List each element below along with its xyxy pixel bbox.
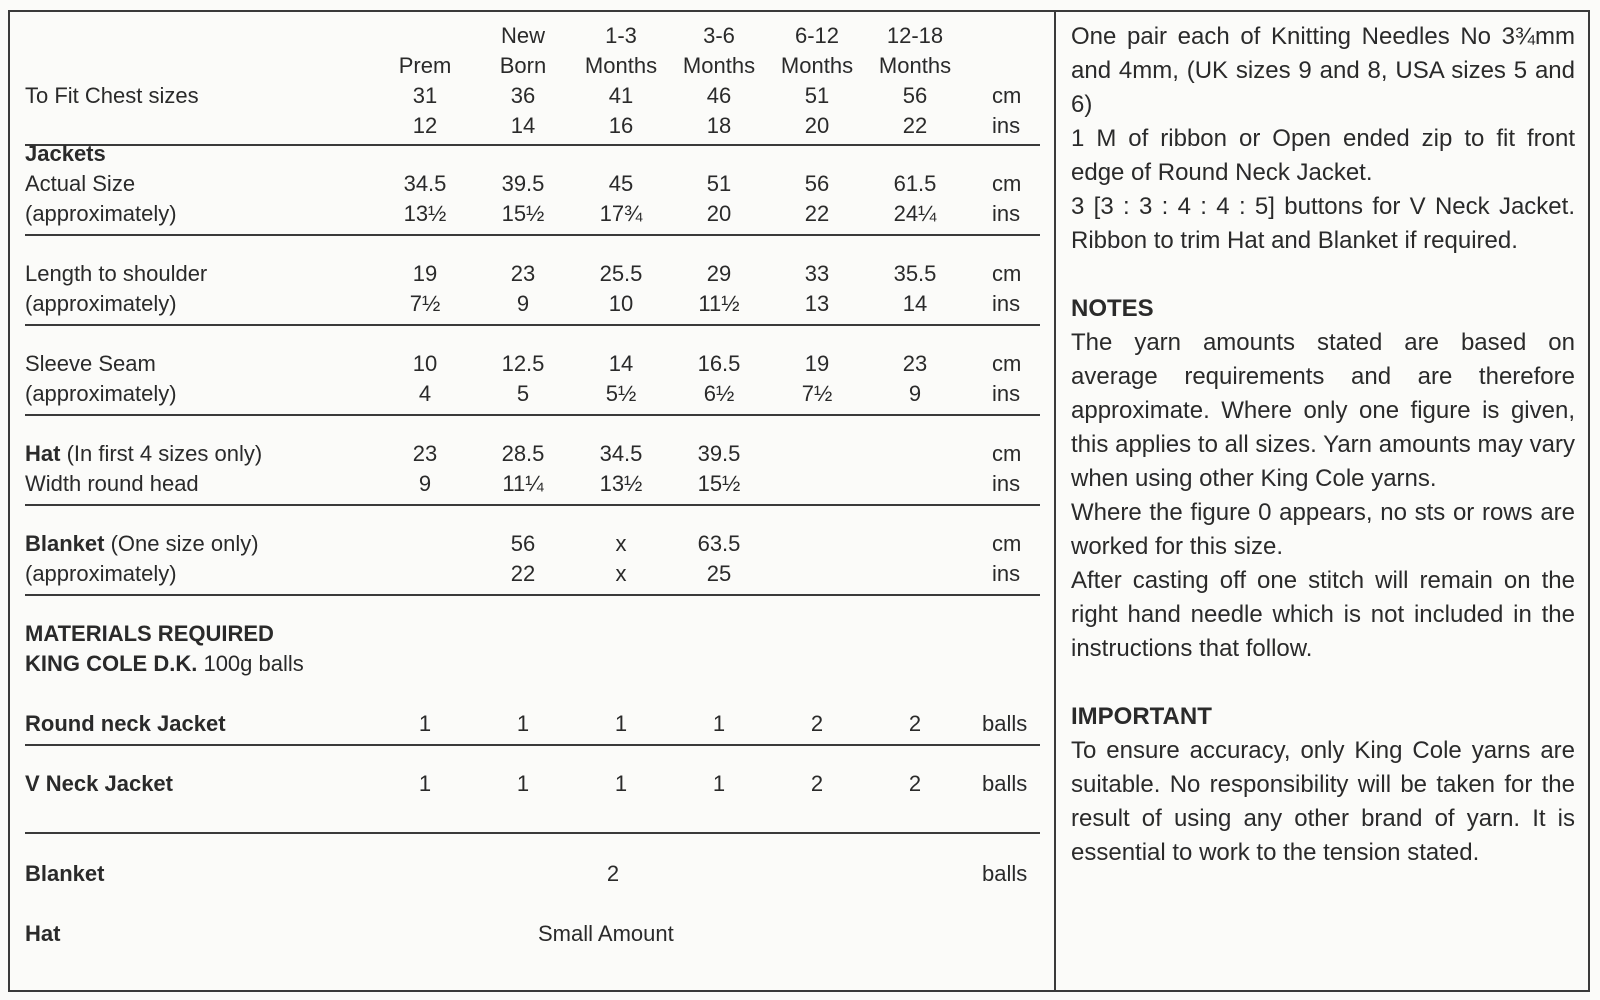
hat-ins-value: 11¼ — [502, 471, 544, 496]
approx-label: (approximately) — [25, 201, 177, 226]
round_neck-balls-value: 1 — [418, 711, 432, 736]
hat-cm-value: 23 — [412, 441, 438, 466]
right-column — [1071, 20, 1575, 870]
divider — [25, 234, 1040, 236]
divider — [25, 744, 1040, 746]
length-cm-value: 23 — [510, 261, 536, 286]
length-cm-value: 29 — [706, 261, 732, 286]
chest-label: To Fit Chest sizes — [25, 83, 199, 108]
column-divider — [1054, 10, 1056, 992]
length-cm-value: 35.5 — [893, 261, 937, 286]
size-header-line1: 12-18 — [886, 23, 944, 48]
unit-balls: balls — [982, 771, 1028, 796]
sleeve-cm-value: 14 — [608, 351, 634, 376]
hat-width-label: Width round head — [25, 471, 199, 496]
sleeve-ins-value: 9 — [908, 381, 922, 406]
unit-label: ins — [992, 113, 1021, 138]
blanket-ins-value: 22 — [510, 561, 536, 586]
chest-cm-value: 51 — [804, 83, 830, 108]
unit-label: cm — [992, 261, 1022, 286]
chest-ins-value: 14 — [510, 113, 536, 138]
length-ins-value: 11½ — [698, 291, 740, 316]
size-header-line1: New — [500, 23, 545, 48]
hat-ins-value: 15½ — [697, 471, 741, 496]
approx-label: (approximately) — [25, 381, 177, 406]
unit-label: ins — [992, 471, 1021, 496]
length-cm-value: 25.5 — [599, 261, 643, 286]
hat-cm-value: 34.5 — [599, 441, 643, 466]
round_neck-balls-value: 2 — [810, 711, 824, 736]
v_neck-balls-value: 2 — [908, 771, 922, 796]
round-neck-label: Round neck Jacket — [25, 711, 226, 736]
jackets-cm-value: 51 — [706, 171, 732, 196]
hat-ins-value: 13½ — [599, 471, 643, 496]
round_neck-balls-value: 1 — [614, 711, 628, 736]
jackets-cm-value: 34.5 — [403, 171, 447, 196]
v_neck-balls-value: 1 — [418, 771, 432, 796]
size-header-line2: Months — [584, 53, 658, 78]
v_neck-balls-value: 1 — [614, 771, 628, 796]
buttons-text: 3 [3 : 3 : 4 : 4 : 5] buttons for V Neck Jacket. Ribbon to trim Hat and Blanket if required. — [1071, 193, 1575, 254]
chest-ins-value: 18 — [706, 113, 732, 138]
blanket-cm-value: 56 — [510, 531, 536, 556]
important-text: To ensure accuracy, only King Cole yarns are suitable. No responsibility will be taken for the result of using any other brand of yarn. It is essential to work to the tension stated. — [1071, 737, 1575, 866]
length-cm-value: 19 — [412, 261, 438, 286]
sleeve-ins-value: 4 — [418, 381, 432, 406]
blanket-cm-value: x — [615, 531, 627, 556]
length-ins-value: 14 — [902, 291, 928, 316]
sleeve-cm-value: 16.5 — [697, 351, 741, 376]
v_neck-balls-value: 2 — [810, 771, 824, 796]
chest-ins-value: 16 — [608, 113, 634, 138]
jackets-cm-value: 56 — [804, 171, 830, 196]
sleeve-label: Sleeve Seam — [25, 351, 156, 376]
chest-cm-value: 46 — [706, 83, 732, 108]
divider — [25, 324, 1040, 326]
sleeve-ins-value: 6½ — [703, 381, 735, 406]
size-header-line2: Prem — [398, 53, 452, 78]
sleeve-cm-value: 23 — [902, 351, 928, 376]
chest-cm-value: 31 — [412, 83, 438, 108]
notes-text-3: After casting off one stitch will remain on the right hand needle which is not included in the instructions that follow. — [1071, 567, 1575, 662]
chest-ins-value: 20 — [804, 113, 830, 138]
actual-size-label: Actual Size — [25, 171, 136, 196]
blanket-ins-value: x — [615, 561, 627, 586]
sleeve-ins-value: 5½ — [605, 381, 637, 406]
unit-label: cm — [992, 83, 1022, 108]
sleeve-ins-value: 7½ — [801, 381, 833, 406]
v-neck-label: V Neck Jacket — [25, 771, 173, 796]
sleeve-cm-value: 19 — [804, 351, 830, 376]
length-ins-value: 13 — [804, 291, 830, 316]
unit-label: cm — [992, 441, 1022, 466]
hat-material-value: Small Amount — [538, 921, 674, 946]
divider — [25, 832, 1040, 834]
unit-label: ins — [992, 201, 1021, 226]
jackets-cm-value: 39.5 — [501, 171, 545, 196]
blanket-cm-value: 63.5 — [697, 531, 741, 556]
length-label: Length to shoulder — [25, 261, 208, 286]
round_neck-balls-value: 1 — [516, 711, 530, 736]
size-header-line2: Months — [682, 53, 756, 78]
notes-text-1: The yarn amounts stated are based on average requirements and are therefore approximate. Where only one figure is given, this applies to all sizes. Yarn amounts may vary when using other King Cole yarns. — [1071, 329, 1575, 492]
unit-balls: balls — [982, 861, 1028, 886]
blanket-label: Blanket (One size only) — [25, 531, 259, 556]
unit-label: cm — [992, 351, 1022, 376]
size-header-line2: Months — [780, 53, 854, 78]
jackets-ins-value: 17¾ — [599, 201, 643, 226]
approx-label: (approximately) — [25, 291, 177, 316]
length-ins-value: 10 — [608, 291, 634, 316]
length-cm-value: 33 — [804, 261, 830, 286]
blanket-material-value: 2 — [606, 861, 620, 886]
ribbon-text: 1 M of ribbon or Open ended zip to fit front edge of Round Neck Jacket. — [1071, 125, 1575, 186]
divider — [25, 414, 1040, 416]
length-ins-value: 7½ — [409, 291, 441, 316]
hat-cm-value: 28.5 — [501, 441, 545, 466]
jackets-heading: Jackets — [25, 141, 106, 166]
chest-ins-value: 22 — [902, 113, 928, 138]
chest-cm-value: 56 — [902, 83, 928, 108]
sleeve-cm-value: 12.5 — [501, 351, 545, 376]
sleeve-ins-value: 5 — [516, 381, 530, 406]
jackets-cm-value: 61.5 — [893, 171, 937, 196]
jackets-ins-value: 20 — [706, 201, 732, 226]
unit-label: ins — [992, 561, 1021, 586]
round_neck-balls-value: 1 — [712, 711, 726, 736]
materials-heading: MATERIALS REQUIRED — [25, 621, 274, 646]
important-heading: IMPORTANT — [1071, 703, 1212, 730]
blanket-ins-value: 25 — [706, 561, 732, 586]
length-ins-value: 9 — [516, 291, 530, 316]
jackets-cm-value: 45 — [608, 171, 634, 196]
unit-balls: balls — [982, 711, 1028, 736]
approx-label: (approximately) — [25, 561, 177, 586]
divider — [25, 594, 1040, 596]
chest-cm-value: 36 — [510, 83, 536, 108]
notes-heading: NOTES — [1071, 295, 1154, 322]
sleeve-cm-value: 10 — [412, 351, 438, 376]
size-header-line1: 6-12 — [794, 23, 840, 48]
hat-label: Hat (In first 4 sizes only) — [25, 441, 263, 466]
size-header-line1: 3-6 — [703, 23, 735, 48]
hat-cm-value: 39.5 — [697, 441, 741, 466]
v_neck-balls-value: 1 — [712, 771, 726, 796]
round_neck-balls-value: 2 — [908, 711, 922, 736]
unit-label: ins — [992, 381, 1021, 406]
chest-ins-value: 12 — [412, 113, 438, 138]
chest-cm-value: 41 — [608, 83, 634, 108]
size-header-line2: Born — [499, 53, 547, 78]
divider — [25, 504, 1040, 506]
size-header-line1: 1-3 — [605, 23, 637, 48]
unit-label: ins — [992, 291, 1021, 316]
unit-label: cm — [992, 171, 1022, 196]
notes-text-2: Where the figure 0 appears, no sts or rows are worked for this size. — [1071, 499, 1575, 560]
yarn-name: KING COLE D.K. 100g balls — [25, 651, 304, 676]
divider — [25, 144, 1040, 146]
jackets-ins-value: 15½ — [501, 201, 545, 226]
jackets-ins-value: 13½ — [403, 201, 447, 226]
blanket-material-label: Blanket — [25, 861, 105, 886]
jackets-ins-value: 24¼ — [893, 201, 937, 226]
unit-label: cm — [992, 531, 1022, 556]
hat-ins-value: 9 — [418, 471, 432, 496]
size-header-line2: Months — [878, 53, 952, 78]
jackets-ins-value: 22 — [804, 201, 830, 226]
hat-material-label: Hat — [25, 921, 61, 946]
needles-text: One pair each of Knitting Needles No 3¾mm and 4mm, (UK sizes 9 and 8, USA sizes 5 and 6) — [1071, 23, 1575, 118]
v_neck-balls-value: 1 — [516, 771, 530, 796]
